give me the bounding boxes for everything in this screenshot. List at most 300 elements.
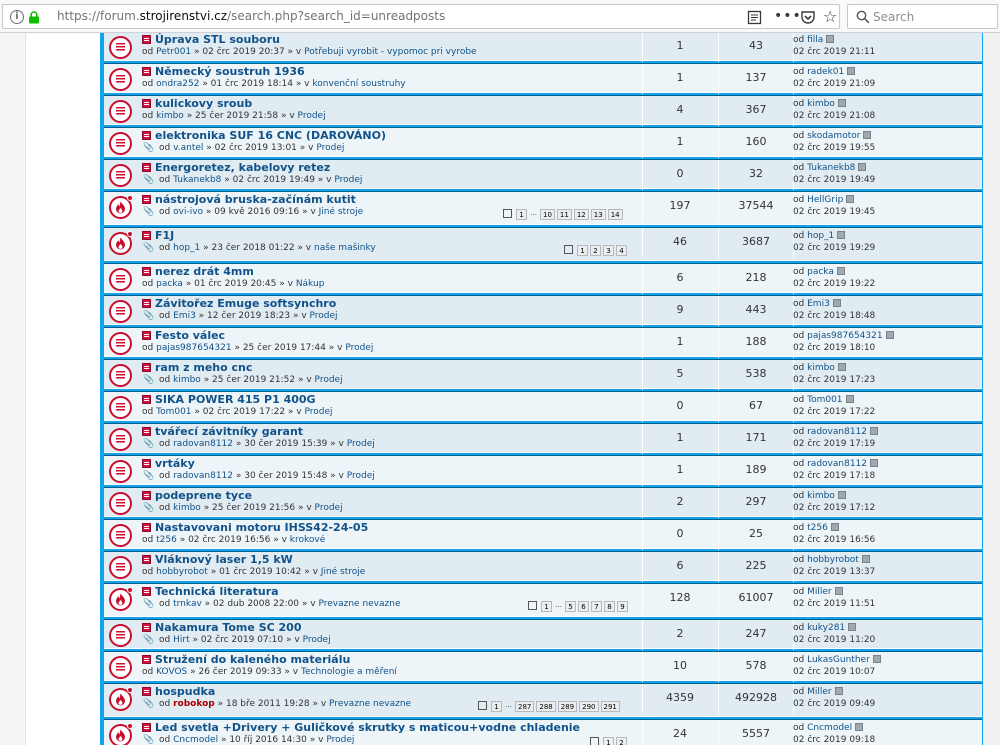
- page-link[interactable]: 290: [579, 701, 598, 712]
- topic-title-link[interactable]: hospudka: [155, 685, 216, 698]
- topic-unread-icon[interactable]: [109, 364, 132, 387]
- page-link[interactable]: 1: [516, 209, 527, 220]
- topic-meta: od v.antel » 02 črc 2019 13:01 » v Prodej: [159, 143, 345, 153]
- views-count: 5557: [742, 727, 770, 740]
- topic-row: [104, 423, 982, 453]
- pagination-ellipsis: …: [555, 601, 562, 609]
- forum-link[interactable]: Potřebuji vyrobit - vypomoc pri vyrobe: [304, 47, 477, 57]
- last-post-author-link[interactable]: kuky281: [807, 623, 846, 633]
- new-post-icon[interactable]: [142, 163, 151, 172]
- last-post-author-link[interactable]: hop_1: [807, 231, 835, 241]
- page-link[interactable]: 8: [604, 601, 615, 612]
- topic-meta: od KOVOS » 26 čer 2019 09:33 » v Technologie a měření: [142, 667, 397, 677]
- last-post-date: 02 črc 2019 19:45: [793, 207, 876, 217]
- last-post-author-link[interactable]: radek01: [807, 67, 845, 77]
- page-link[interactable]: 6: [578, 601, 589, 612]
- topic-row: [104, 455, 982, 485]
- new-post-icon[interactable]: [142, 67, 151, 76]
- hot-topic-icon[interactable]: [109, 688, 132, 711]
- last-post-author-link[interactable]: radovan8112: [807, 459, 867, 469]
- page-link[interactable]: 288: [536, 701, 555, 712]
- new-post-icon[interactable]: [142, 427, 151, 436]
- page-actions-icon[interactable]: •••: [774, 8, 802, 24]
- views-count: 171: [745, 431, 767, 444]
- forum-link[interactable]: Prodej: [316, 143, 345, 153]
- topic-row: [104, 227, 982, 261]
- topic-meta: od t256 » 02 črc 2019 16:56 » v krokové: [142, 535, 326, 545]
- new-post-icon[interactable]: [142, 587, 151, 596]
- view-latest-post-icon[interactable]: [863, 131, 871, 139]
- topic-author-link[interactable]: t256: [156, 535, 177, 545]
- last-post-author-link[interactable]: HellGrip: [807, 195, 844, 205]
- view-latest-post-icon[interactable]: [862, 555, 870, 563]
- topic-author-link[interactable]: radovan8112: [173, 471, 233, 481]
- topic-meta: od Cncmodel » 10 říj 2016 14:30 » v Prodej: [159, 735, 355, 745]
- views-count: 67: [749, 399, 763, 412]
- view-latest-post-icon[interactable]: [838, 491, 846, 499]
- topic-author-link[interactable]: Hirt: [173, 635, 190, 645]
- topic-author-link[interactable]: radovan8112: [173, 439, 233, 449]
- new-post-icon[interactable]: [142, 195, 151, 204]
- replies-count: 46: [673, 235, 687, 248]
- topic-author-link[interactable]: hobbyrobot: [156, 567, 208, 577]
- new-post-icon[interactable]: [142, 231, 151, 240]
- last-post-author-link[interactable]: kimbo: [807, 363, 835, 373]
- topic-author-link[interactable]: kimbo: [173, 503, 201, 513]
- topic-title-link[interactable]: Nakamura Tome SC 200: [155, 621, 302, 634]
- new-post-icon[interactable]: [142, 555, 151, 564]
- browser-toolbar: [0, 0, 1000, 33]
- topic-title-link[interactable]: Nastavovani motoru IHSS42-24-05: [155, 521, 369, 534]
- replies-count: 0: [676, 399, 684, 412]
- pages-icon: [528, 601, 537, 610]
- forum-link[interactable]: Prodej: [297, 111, 326, 121]
- last-post-date: 02 črc 2019 11:20: [793, 635, 876, 645]
- address-bar[interactable]: [2, 4, 840, 29]
- forum-link[interactable]: Prodej: [309, 311, 338, 321]
- left-sidebar-strip: [0, 33, 26, 745]
- topic-title-link[interactable]: tvářecí závitníky garant: [155, 425, 304, 438]
- hot-topic-icon[interactable]: [109, 232, 132, 255]
- topic-author-link[interactable]: Tukanekb8: [173, 175, 222, 185]
- forum-link[interactable]: Prodej: [314, 503, 343, 513]
- lock-icon[interactable]: [28, 11, 40, 24]
- topic-meta: od Tukanekb8 » 02 črc 2019 19:49 » v Prodej: [159, 175, 363, 185]
- view-latest-post-icon[interactable]: [848, 623, 856, 631]
- forum-link[interactable]: Prodej: [346, 439, 375, 449]
- last-post-author-link[interactable]: kimbo: [807, 491, 835, 501]
- view-latest-post-icon[interactable]: [826, 35, 834, 43]
- last-post-info: od radovan8112 02 črc 2019 17:19: [793, 426, 878, 450]
- topic-author-link[interactable]: ondra252: [156, 79, 200, 89]
- new-post-icon[interactable]: [142, 491, 151, 500]
- hot-topic-icon[interactable]: [109, 196, 132, 219]
- view-latest-post-icon[interactable]: [837, 231, 845, 239]
- replies-count: 1: [676, 431, 684, 444]
- last-post-info: od t256 02 črc 2019 16:56: [793, 523, 876, 545]
- topic-meta: od pajas987654321 » 25 čer 2019 17:44 » v Prodej: [142, 343, 374, 353]
- topic-unread-icon[interactable]: [109, 396, 132, 419]
- page-content: [0, 33, 1000, 745]
- url-text[interactable]: https://forum.strojirenstvi.cz/search.php?search_id=unreadposts: [57, 9, 446, 23]
- forum-link[interactable]: konvenční soustruhy: [312, 79, 406, 89]
- topic-meta: od Tom001 » 02 črc 2019 17:22 » v Prodej: [142, 407, 333, 417]
- topic-unread-icon[interactable]: [109, 132, 132, 155]
- new-post-icon[interactable]: [142, 655, 151, 664]
- topic-unread-icon[interactable]: [109, 656, 132, 679]
- last-post-info: od kimbo 02 črc 2019 21:08: [793, 99, 876, 121]
- new-post-icon[interactable]: [142, 99, 151, 108]
- forum-link[interactable]: Jiné stroje: [318, 207, 364, 217]
- new-post-icon[interactable]: [142, 395, 151, 404]
- replies-count: 4: [676, 103, 684, 116]
- topic-title-link[interactable]: elektronika SUF 16 CNC (DAROVÁNO): [155, 129, 386, 142]
- views-count: 160: [745, 135, 767, 148]
- last-post-author-link[interactable]: radovan8112: [807, 427, 867, 437]
- topic-title-link[interactable]: Technická literatura: [155, 585, 279, 598]
- last-post-author-link[interactable]: packa: [807, 267, 834, 277]
- topic-meta: od trnkav » 02 dub 2008 22:00 » v Prevazne nevazne: [159, 599, 401, 609]
- last-post-author-link[interactable]: Cncmodel: [807, 723, 853, 733]
- replies-count: 1: [676, 39, 684, 52]
- last-post-author-link[interactable]: LukasGunther: [807, 655, 870, 665]
- last-post-author-link[interactable]: skodamotor: [807, 131, 861, 141]
- view-latest-post-icon[interactable]: [833, 299, 841, 307]
- topic-meta: od packa » 01 črc 2019 20:45 » v Nákup: [142, 279, 325, 289]
- topic-author-link[interactable]: KOVOS: [156, 667, 188, 677]
- last-post-date: 02 črc 2019 17:18: [793, 471, 876, 481]
- page-link[interactable]: 9: [617, 601, 628, 612]
- topic-title-link[interactable]: vrtáky: [155, 457, 195, 470]
- view-latest-post-icon[interactable]: [846, 395, 854, 403]
- topic-row: [104, 327, 982, 357]
- forum-link[interactable]: Prodej: [304, 407, 333, 417]
- replies-count: 4359: [666, 691, 694, 704]
- topic-author-link[interactable]: hop_1: [173, 243, 201, 253]
- page-link[interactable]: 3: [603, 245, 614, 256]
- topic-row: [104, 63, 982, 93]
- topic-title-link[interactable]: kulickovy sroub: [155, 97, 253, 110]
- topic-pagination: [590, 737, 629, 745]
- forum-link[interactable]: krokové: [289, 535, 326, 545]
- reader-view-icon[interactable]: [747, 10, 762, 25]
- topic-unread-icon[interactable]: [109, 556, 132, 579]
- views-count: 188: [745, 335, 767, 348]
- page-link[interactable]: 13: [591, 209, 606, 220]
- topic-meta: od Petr001 » 02 črc 2019 20:37 » v Potřebuji vyrobit - vypomoc pri vyrobe: [142, 47, 477, 57]
- view-latest-post-icon[interactable]: [870, 459, 878, 467]
- view-latest-post-icon[interactable]: [873, 655, 881, 663]
- topic-author-link[interactable]: v.antel: [173, 143, 204, 153]
- pages-icon: [503, 209, 512, 218]
- topic-row: [104, 683, 982, 717]
- topic-pagination: [528, 601, 630, 612]
- topic-title-link[interactable]: SIKA POWER 415 P1 400G: [155, 393, 316, 406]
- topic-unread-icon[interactable]: [109, 164, 132, 187]
- view-latest-post-icon[interactable]: [858, 163, 866, 171]
- topic-author-link[interactable]: robokop: [173, 699, 215, 709]
- pagination-ellipsis: …: [505, 701, 512, 709]
- last-post-info: od Cncmodel 02 črc 2019 09:18: [793, 723, 876, 745]
- replies-count: 197: [669, 199, 691, 212]
- topic-title-link[interactable]: Festo válec: [155, 329, 226, 342]
- bookmark-star-icon[interactable]: ☆: [823, 7, 838, 26]
- last-post-author-link[interactable]: hobbyrobot: [807, 555, 859, 565]
- forum-link[interactable]: Prevazne nevazne: [329, 699, 412, 709]
- topic-title-link[interactable]: Úprava STL souboru: [155, 33, 280, 46]
- topic-meta: od kimbo » 25 čer 2019 21:52 » v Prodej: [159, 375, 343, 385]
- topic-row: [104, 719, 982, 745]
- topic-title-link[interactable]: podeprene tyce: [155, 489, 253, 502]
- forum-link[interactable]: Prevazne nevazne: [318, 599, 401, 609]
- last-post-author-link[interactable]: t256: [807, 523, 828, 533]
- view-latest-post-icon[interactable]: [870, 427, 878, 435]
- page-link[interactable]: 7: [591, 601, 602, 612]
- new-post-icon[interactable]: [142, 623, 151, 632]
- attachment-icon: 📎: [143, 503, 155, 513]
- topic-author-link[interactable]: kimbo: [173, 375, 201, 385]
- topic-author-link[interactable]: Petr001: [156, 47, 192, 57]
- last-post-info: od kimbo 02 črc 2019 17:12: [793, 491, 876, 513]
- view-latest-post-icon[interactable]: [831, 523, 839, 531]
- last-post-date: 02 črc 2019 17:19: [793, 439, 876, 449]
- views-count: 297: [745, 495, 767, 508]
- replies-count: 1: [676, 463, 684, 476]
- hot-topic-icon[interactable]: [109, 724, 132, 745]
- page-link[interactable]: 5: [565, 601, 576, 612]
- topic-row: [104, 391, 982, 421]
- last-post-info: od kimbo 02 črc 2019 17:23: [793, 363, 876, 385]
- topic-row: [104, 359, 982, 389]
- forum-link[interactable]: Prodej: [314, 375, 343, 385]
- new-post-icon[interactable]: [142, 35, 151, 44]
- view-latest-post-icon[interactable]: [838, 99, 846, 107]
- last-post-date: 02 črc 2019 10:07: [793, 667, 876, 677]
- topic-title-link[interactable]: Závitořez Emuge softsynchro: [155, 297, 337, 310]
- last-post-author-link[interactable]: Tom001: [807, 395, 843, 405]
- topic-title-link[interactable]: Vláknový laser 1,5 kW: [155, 553, 293, 566]
- topic-author-link[interactable]: Cncmodel: [173, 735, 219, 745]
- topic-pagination: [478, 701, 622, 712]
- last-post-author-link[interactable]: Miller: [807, 687, 832, 697]
- topic-author-link[interactable]: Emi3: [173, 311, 196, 321]
- view-latest-post-icon[interactable]: [846, 195, 854, 203]
- forum-link[interactable]: Jiné stroje: [320, 567, 366, 577]
- topic-title-link[interactable]: nástrojová bruska-začínám kutit: [155, 193, 356, 206]
- last-post-author-link[interactable]: Miller: [807, 587, 832, 597]
- replies-count: 2: [676, 627, 684, 640]
- topic-unread-icon[interactable]: [109, 268, 132, 291]
- topic-row: [104, 651, 982, 681]
- topic-unread-icon[interactable]: [109, 492, 132, 515]
- last-post-info: od pajas987654321 02 črc 2019 18:10: [793, 330, 894, 354]
- topic-meta: od ovi-ivo » 09 kvě 2016 09:16 » v Jiné stroje: [159, 207, 364, 217]
- attachment-icon: 📎: [143, 635, 155, 645]
- last-post-date: 02 črc 2019 18:48: [793, 311, 876, 321]
- last-post-info: od hobbyrobot 02 črc 2019 13:37: [793, 555, 876, 577]
- replies-count: 1: [676, 135, 684, 148]
- attachment-icon: 📎: [143, 375, 155, 385]
- forum-link[interactable]: Nákup: [295, 279, 325, 289]
- new-post-icon[interactable]: [142, 299, 151, 308]
- topic-author-link[interactable]: trnkav: [173, 599, 202, 609]
- forum-link[interactable]: naše mašinky: [314, 243, 376, 253]
- page-link[interactable]: 2: [590, 245, 601, 256]
- attachment-icon: 📎: [143, 735, 155, 745]
- replies-count: 10: [673, 659, 687, 672]
- page-link[interactable]: 1: [603, 737, 614, 745]
- topic-unread-icon[interactable]: [109, 100, 132, 123]
- last-post-author-link[interactable]: Tukanekb8: [807, 163, 856, 173]
- topic-unread-icon[interactable]: [109, 428, 132, 451]
- forum-link[interactable]: Prodej: [326, 735, 355, 745]
- last-post-date: 02 črc 2019 19:49: [793, 175, 876, 185]
- last-post-author-link[interactable]: Emi3: [807, 299, 830, 309]
- topic-meta: od Hirt » 02 črc 2019 07:10 » v Prodej: [159, 635, 331, 645]
- topic-pagination: [503, 209, 625, 220]
- last-post-date: 02 črc 2019 17:12: [793, 503, 876, 513]
- last-post-date: 02 črc 2019 09:18: [793, 735, 876, 745]
- last-post-date: 02 črc 2019 19:55: [793, 143, 876, 153]
- forum-link[interactable]: Technologie a měření: [300, 667, 397, 677]
- view-latest-post-icon[interactable]: [835, 587, 843, 595]
- forum-link[interactable]: Prodej: [334, 175, 363, 185]
- new-post-icon[interactable]: [142, 131, 151, 140]
- pocket-icon[interactable]: [800, 10, 816, 25]
- forum-link[interactable]: Prodej: [345, 343, 374, 353]
- page-link[interactable]: 14: [608, 209, 623, 220]
- page-link[interactable]: 12: [574, 209, 589, 220]
- view-latest-post-icon[interactable]: [838, 363, 846, 371]
- new-post-icon[interactable]: [142, 459, 151, 468]
- topic-row: [104, 295, 982, 325]
- last-post-author-link[interactable]: kimbo: [807, 99, 835, 109]
- last-post-date: 02 črc 2019 21:09: [793, 79, 876, 89]
- topic-row: [104, 551, 982, 581]
- view-latest-post-icon[interactable]: [837, 267, 845, 275]
- search-bar[interactable]: [847, 4, 998, 29]
- attachment-icon: 📎: [143, 599, 155, 609]
- topic-author-link[interactable]: kimbo: [156, 111, 184, 121]
- pagination-ellipsis: …: [530, 209, 537, 217]
- page-link[interactable]: 287: [515, 701, 534, 712]
- views-count: 137: [745, 71, 767, 84]
- scrollbar[interactable]: [983, 33, 1000, 745]
- last-post-date: 02 črc 2019 21:11: [793, 47, 876, 57]
- topic-row: [104, 519, 982, 549]
- views-count: 218: [745, 271, 767, 284]
- topic-unread-icon[interactable]: [109, 68, 132, 91]
- view-latest-post-icon[interactable]: [847, 67, 855, 75]
- topic-unread-icon[interactable]: [109, 524, 132, 547]
- views-count: 189: [745, 463, 767, 476]
- topic-unread-icon[interactable]: [109, 300, 132, 323]
- pages-icon: [478, 701, 487, 710]
- page-link[interactable]: 289: [558, 701, 577, 712]
- page-link[interactable]: 11: [557, 209, 572, 220]
- topic-row: [104, 95, 982, 125]
- page-link[interactable]: 4: [616, 245, 627, 256]
- topic-meta: od kimbo » 25 čer 2019 21:58 » v Prodej: [142, 111, 326, 121]
- topic-meta: od radovan8112 » 30 čer 2019 15:39 » v Prodej: [159, 439, 375, 449]
- last-post-date: 02 črc 2019 21:08: [793, 111, 876, 121]
- topic-title-link[interactable]: Energoretez, kabelovy retez: [155, 161, 331, 174]
- new-post-icon[interactable]: [142, 723, 151, 732]
- topic-title-link[interactable]: nerez drát 4mm: [155, 265, 254, 278]
- views-count: 367: [745, 103, 767, 116]
- topic-author-link[interactable]: pajas987654321: [156, 343, 232, 353]
- last-post-info: od filla 02 črc 2019 21:11: [793, 35, 876, 57]
- forum-link[interactable]: Prodej: [346, 471, 375, 481]
- views-count: 43: [749, 39, 763, 52]
- pages-icon: [590, 737, 599, 745]
- site-info-icon[interactable]: i: [10, 10, 24, 24]
- view-latest-post-icon[interactable]: [835, 687, 843, 695]
- view-latest-post-icon[interactable]: [886, 331, 894, 339]
- replies-count: 0: [676, 167, 684, 180]
- view-latest-post-icon[interactable]: [855, 723, 863, 731]
- topic-row: [104, 583, 982, 617]
- topic-title-link[interactable]: ram z meho cnc: [155, 361, 253, 374]
- topic-meta: od robokop » 18 bře 2011 19:28 » v Prevazne nevazne: [159, 699, 412, 709]
- page-link[interactable]: 1: [541, 601, 552, 612]
- replies-count: 5: [676, 367, 684, 380]
- topic-unread-icon[interactable]: [109, 36, 132, 59]
- views-count: 443: [745, 303, 767, 316]
- topic-list: [104, 33, 982, 745]
- topic-row: [104, 159, 982, 189]
- page-link[interactable]: 10: [540, 209, 555, 220]
- attachment-icon: 📎: [143, 699, 155, 709]
- topic-unread-icon[interactable]: [109, 332, 132, 355]
- page-link[interactable]: 1: [491, 701, 502, 712]
- page-link[interactable]: 1: [577, 245, 588, 256]
- topic-title-link[interactable]: Německý soustruh 1936: [155, 65, 305, 78]
- topic-title-link[interactable]: Led svetla +Drivery + Guličkové skrutky s maticou+vodne chladenie: [155, 721, 581, 734]
- new-post-icon[interactable]: [142, 267, 151, 276]
- new-post-icon[interactable]: [142, 331, 151, 340]
- topic-unread-icon[interactable]: [109, 624, 132, 647]
- last-post-info: od skodamotor 02 črc 2019 19:55: [793, 131, 876, 153]
- topic-title-link[interactable]: Stružení do kaleného materiálu: [155, 653, 351, 666]
- topic-pagination: [564, 245, 629, 256]
- new-post-icon[interactable]: [142, 523, 151, 532]
- forum-link[interactable]: Prodej: [302, 635, 331, 645]
- topic-author-link[interactable]: Tom001: [156, 407, 192, 417]
- replies-count: 2: [676, 495, 684, 508]
- attachment-icon: 📎: [143, 175, 155, 185]
- views-count: 225: [745, 559, 767, 572]
- topic-unread-icon[interactable]: [109, 460, 132, 483]
- replies-count: 24: [673, 727, 687, 740]
- views-count: 25: [749, 527, 763, 540]
- topic-row: [104, 33, 982, 61]
- page-link[interactable]: 2: [616, 737, 627, 745]
- new-post-icon[interactable]: [142, 687, 151, 696]
- replies-count: 1: [676, 335, 684, 348]
- topic-author-link[interactable]: packa: [156, 279, 183, 289]
- hot-topic-icon[interactable]: [109, 588, 132, 611]
- new-post-icon[interactable]: [142, 363, 151, 372]
- topic-title-link[interactable]: F1J: [155, 229, 175, 242]
- last-post-author-link[interactable]: filla: [807, 35, 824, 45]
- views-count: 578: [745, 659, 767, 672]
- topic-author-link[interactable]: ovi-ivo: [173, 207, 204, 217]
- page-link[interactable]: 291: [601, 701, 620, 712]
- last-post-author-link[interactable]: pajas987654321: [807, 331, 883, 341]
- pages-icon: [564, 245, 573, 254]
- topic-row: [104, 619, 982, 649]
